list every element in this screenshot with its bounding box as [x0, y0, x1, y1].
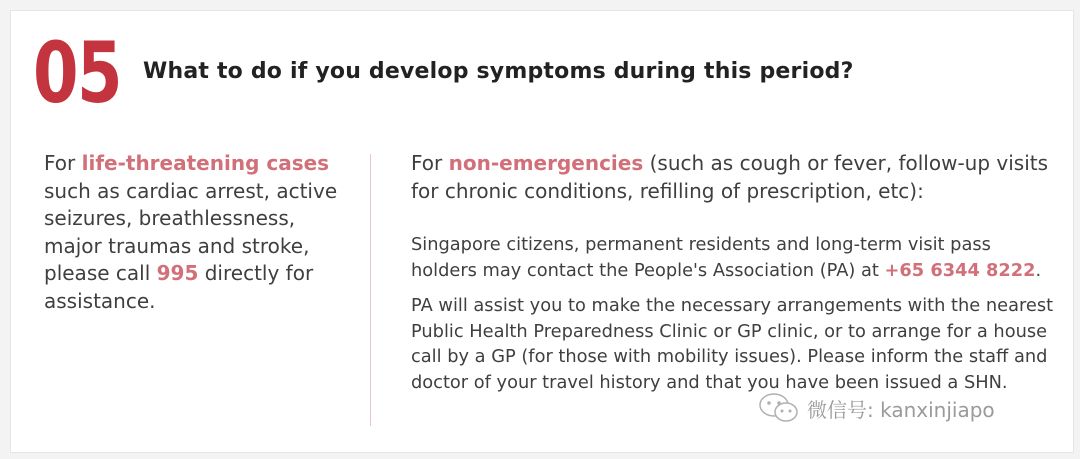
info-card — [10, 10, 1074, 453]
emergency-column — [44, 150, 349, 315]
emergency-text: such as cardiac arrest, active seizures, breathlessness, major traumas and stroke, please call — [44, 178, 338, 285]
emergency-text-end: directly for assistance. — [44, 261, 314, 313]
column-divider — [370, 154, 371, 426]
non-emergency-prefix: For — [411, 151, 449, 175]
contact-end: . — [1035, 259, 1042, 281]
watermark-text: 微信号: kanxinjiapo — [807, 397, 995, 422]
non-emergency-highlight: non-emergencies — [448, 151, 644, 175]
info-paragraph: PA will assist you to make the necessary arrangements with the nearest Public Health Preparedness Clinic or GP clinic, or to arrange for a house call by a GP (for those with mobility issues). Please inform the staff and doctor of your travel history and that you have been issued a SHN. — [411, 295, 1054, 393]
emergency-highlight: life-threatening cases — [81, 151, 330, 175]
section-heading: What to do if you develop symptoms during this period? — [143, 59, 854, 84]
section-number: 05 — [33, 24, 122, 122]
emergency-phone: 995 — [156, 261, 199, 285]
non-emergency-column — [411, 150, 1061, 395]
contact-text: Singapore citizens, permanent residents and long-term visit pass holders may contact the People's Association (PA) at — [411, 234, 991, 281]
emergency-prefix: For — [44, 151, 82, 175]
wechat-icon — [757, 392, 801, 424]
contact-phone: +65 6344 8222 — [884, 259, 1036, 281]
non-emergency-text: (such as cough or fever, follow-up visits for chronic conditions, refilling of prescription, etc): — [411, 151, 1049, 203]
watermark — [757, 392, 995, 424]
contact-paragraph — [411, 232, 1061, 283]
non-emergency-intro — [411, 150, 1061, 205]
